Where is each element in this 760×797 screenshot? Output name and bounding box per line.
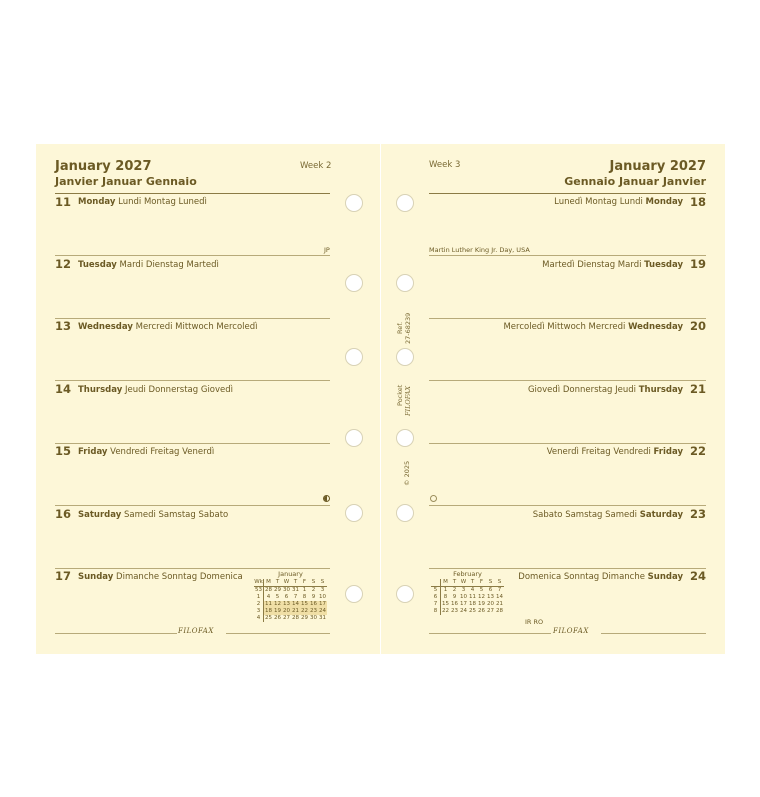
mini-calendar-day: 20 xyxy=(487,601,494,607)
day-name: Sunday Dimanche Sonntag Domenica xyxy=(78,572,243,582)
mini-calendar-header-cell: W xyxy=(283,579,290,585)
left-month-subtitle: Janvier Januar Gennaio xyxy=(55,175,197,188)
mini-calendar-day: 8 xyxy=(302,594,307,600)
day-separator xyxy=(429,443,706,444)
day-number: 23 xyxy=(689,507,706,521)
day-name: Venerdì Freitag Vendredi Friday xyxy=(546,447,683,457)
filofax-logo: FILOFAX xyxy=(178,627,214,635)
footer-rule-right xyxy=(601,633,706,634)
mini-calendar-day: 8 xyxy=(443,594,448,600)
mini-calendar-header-cell: S xyxy=(318,579,327,587)
moon-phase-icon xyxy=(430,495,437,502)
mini-calendar-day: 17 xyxy=(319,601,326,607)
mini-calendar-day: 31 xyxy=(292,587,299,593)
mini-calendar-day: 7 xyxy=(293,594,298,600)
mini-calendar-day: 27 xyxy=(283,615,290,621)
day-name: Lunedì Montag Lundi Monday xyxy=(554,197,683,207)
day-separator xyxy=(429,568,706,569)
mini-calendar-week-number: 7 xyxy=(431,601,441,608)
mini-calendar-day: 2 xyxy=(452,587,457,593)
filofax-logo: FILOFAX xyxy=(553,627,589,635)
mini-calendar-day: 13 xyxy=(283,601,290,607)
footer-rule-left xyxy=(55,633,177,634)
day-name: Monday Lundi Montag Lunedì xyxy=(78,197,207,207)
right-page xyxy=(381,144,725,654)
mini-calendar-header-cell: S xyxy=(486,579,495,587)
mini-calendar-day: 30 xyxy=(283,587,290,593)
mini-calendar-header-cell: F xyxy=(300,579,309,587)
day-number: 22 xyxy=(689,444,706,458)
punch-hole xyxy=(345,274,363,292)
punch-hole xyxy=(345,194,363,212)
right-week-label: Week 3 xyxy=(429,160,461,170)
day-separator xyxy=(429,380,706,381)
mini-calendar-day: 27 xyxy=(487,608,494,614)
day-name: Wednesday Mercredi Mittwoch Mercoledì xyxy=(78,322,258,332)
mini-calendar-day: 16 xyxy=(451,601,458,607)
mini-calendar-day: 5 xyxy=(479,587,484,593)
mini-calendar-february xyxy=(431,570,504,615)
left-week-label: Week 2 xyxy=(300,161,332,171)
day-name: Saturday Samedi Samstag Sabato xyxy=(78,510,229,520)
mini-calendar-header-cell: M xyxy=(441,579,451,587)
mini-calendar-grid xyxy=(431,579,504,615)
mini-calendar-week-number: 53 xyxy=(255,587,262,593)
size-label: Pocket xyxy=(396,384,404,406)
day-separator xyxy=(55,318,330,319)
mini-calendar-day: 9 xyxy=(311,594,316,600)
mini-calendar-day: 26 xyxy=(274,615,281,621)
mini-calendar-header-cell: T xyxy=(468,579,477,587)
day-name: Sabato Samstag Samedi Saturday xyxy=(532,510,683,520)
day-number: 24 xyxy=(689,569,706,583)
mini-calendar-day: 13 xyxy=(487,594,494,600)
mini-calendar-day: 9 xyxy=(452,594,457,600)
mini-calendar-header-cell: F xyxy=(477,579,486,587)
mini-calendar-header-cell: Wk xyxy=(254,579,263,585)
right-header-rule xyxy=(429,193,706,194)
ref-code: 27-68239 xyxy=(404,312,412,344)
day-name: Mercoledì Mittwoch Mercredi Wednesday xyxy=(503,322,683,332)
mini-calendar-title: January xyxy=(278,570,303,578)
day-number: 16 xyxy=(55,507,72,521)
mini-calendar-header-cell: S xyxy=(309,579,318,587)
holiday-country-code: JP xyxy=(324,246,330,254)
day-name: Giovedì Donnerstag Jeudi Thursday xyxy=(527,385,683,395)
mini-calendar-day: 3 xyxy=(461,587,466,593)
day-separator xyxy=(429,505,706,506)
mini-calendar-day: 24 xyxy=(460,608,467,614)
mini-calendar-header-cell: T xyxy=(291,579,300,587)
mini-calendar-day: 30 xyxy=(310,615,317,621)
mini-calendar-day: 6 xyxy=(488,587,493,593)
mini-calendar-day: 25 xyxy=(469,608,476,614)
mini-calendar-header-cell: S xyxy=(495,579,504,587)
day-separator xyxy=(429,255,706,256)
mini-calendar-header-cell: T xyxy=(450,579,459,587)
mini-calendar-week-number: 3 xyxy=(254,608,264,615)
mini-calendar-title: February xyxy=(453,570,482,578)
mini-calendar-day: 12 xyxy=(478,594,485,600)
footer-rule-left xyxy=(429,633,551,634)
day-separator xyxy=(55,443,330,444)
holiday-label: Martin Luther King Jr. Day, USA xyxy=(429,246,530,254)
mini-calendar-week-number: 4 xyxy=(254,615,264,622)
punch-hole xyxy=(345,429,363,447)
mini-calendar-day: 15 xyxy=(442,601,449,607)
mini-calendar-day: 26 xyxy=(478,608,485,614)
brand-label: FILOFAX xyxy=(404,386,412,416)
day-number: 21 xyxy=(689,382,706,396)
mini-calendar-week-number: 5 xyxy=(431,587,441,595)
day-number: 18 xyxy=(689,195,706,209)
day-name: Martedì Dienstag Mardi Tuesday xyxy=(542,260,683,270)
mini-calendar-day: 18 xyxy=(265,608,272,614)
punch-hole xyxy=(396,348,414,366)
mini-calendar-day: 14 xyxy=(292,601,299,607)
mini-calendar-day: 14 xyxy=(496,594,503,600)
mini-calendar-day: 11 xyxy=(469,594,476,600)
mini-calendar-day: 29 xyxy=(301,615,308,621)
mini-calendar-day: 28 xyxy=(496,608,503,614)
mini-calendar-day: 10 xyxy=(460,594,467,600)
mini-calendar-day: 23 xyxy=(310,608,317,614)
day-number: 13 xyxy=(55,319,72,333)
day-separator xyxy=(55,568,330,569)
punch-hole xyxy=(396,194,414,212)
mini-calendar-day: 19 xyxy=(274,608,281,614)
left-page xyxy=(36,144,380,654)
day-number: 20 xyxy=(689,319,706,333)
day-name: Thursday Jeudi Donnerstag Giovedì xyxy=(78,385,234,395)
mini-calendar-day: 31 xyxy=(319,615,326,621)
mini-calendar-january xyxy=(254,570,327,622)
mini-calendar-week-number: 2 xyxy=(254,601,264,608)
mini-calendar-day: 19 xyxy=(478,601,485,607)
mini-calendar-week-number: 1 xyxy=(254,594,264,601)
mini-calendar-day: 24 xyxy=(319,608,326,614)
punch-hole xyxy=(396,274,414,292)
mini-calendar-header-cell: T xyxy=(273,579,282,587)
mini-calendar-day: 1 xyxy=(302,587,307,593)
mini-calendar-day: 25 xyxy=(265,615,272,621)
copyright: © 2025 xyxy=(403,460,411,486)
mini-calendar-week-number: 6 xyxy=(431,594,441,601)
mini-calendar-day: 2 xyxy=(311,587,316,593)
mini-calendar-day: 28 xyxy=(265,587,272,593)
mini-calendar-day: 23 xyxy=(451,608,458,614)
mini-calendar-header-cell xyxy=(431,579,441,587)
mini-calendar-day: 18 xyxy=(469,601,476,607)
mini-calendar-day: 20 xyxy=(283,608,290,614)
right-month-title: January 2027 xyxy=(609,159,706,174)
ref-label: Ref. xyxy=(396,321,404,334)
mini-calendar-day: 5 xyxy=(275,594,280,600)
right-month-subtitle: Gennaio Januar Janvier xyxy=(564,175,706,188)
mini-calendar-day: 4 xyxy=(266,594,271,600)
day-name: Domenica Sonntag Dimanche Sunday xyxy=(518,572,683,582)
punch-hole xyxy=(396,585,414,603)
punch-hole xyxy=(396,504,414,522)
punch-hole xyxy=(345,585,363,603)
day-separator xyxy=(429,318,706,319)
left-header-rule xyxy=(55,193,330,194)
day-name: Friday Vendredi Freitag Venerdì xyxy=(78,447,215,457)
day-number: 15 xyxy=(55,444,72,458)
moon-phase-icon xyxy=(323,495,330,502)
mini-calendar-day: 6 xyxy=(284,594,289,600)
day-separator xyxy=(55,380,330,381)
left-month-title: January 2027 xyxy=(55,159,152,174)
footer-rule-right xyxy=(226,633,330,634)
mini-calendar-day: 17 xyxy=(460,601,467,607)
mini-calendar-day: 21 xyxy=(292,608,299,614)
mini-calendar-day: 16 xyxy=(310,601,317,607)
day-separator xyxy=(55,255,330,256)
mini-calendar-header-cell: W xyxy=(460,579,467,585)
mini-calendar-grid xyxy=(254,579,327,622)
day-number: 14 xyxy=(55,382,72,396)
day-name: Tuesday Mardi Dienstag Martedì xyxy=(78,260,219,270)
mini-calendar-week-number: 8 xyxy=(431,608,441,615)
mini-calendar-day: 11 xyxy=(265,601,272,607)
mini-calendar-day: 22 xyxy=(301,608,308,614)
mini-calendar-day: 21 xyxy=(496,601,503,607)
mini-calendar-day: 12 xyxy=(274,601,281,607)
mini-calendar-day: 4 xyxy=(470,587,475,593)
day-separator xyxy=(55,505,330,506)
mini-calendar-day: 7 xyxy=(497,587,502,593)
day-number: 19 xyxy=(689,257,706,271)
punch-hole xyxy=(345,348,363,366)
holiday-country-code: IR RO xyxy=(525,618,544,626)
mini-calendar-day: 1 xyxy=(443,587,448,593)
mini-calendar-day: 3 xyxy=(320,587,325,593)
mini-calendar-day: 10 xyxy=(319,594,326,600)
day-number: 11 xyxy=(55,195,72,209)
day-number: 12 xyxy=(55,257,72,271)
mini-calendar-day: 22 xyxy=(442,608,449,614)
mini-calendar-day: 29 xyxy=(274,587,281,593)
mini-calendar-header-cell: M xyxy=(264,579,274,587)
punch-hole xyxy=(396,429,414,447)
mini-calendar-day: 28 xyxy=(292,615,299,621)
punch-hole xyxy=(345,504,363,522)
day-number: 17 xyxy=(55,569,72,583)
mini-calendar-day: 15 xyxy=(301,601,308,607)
